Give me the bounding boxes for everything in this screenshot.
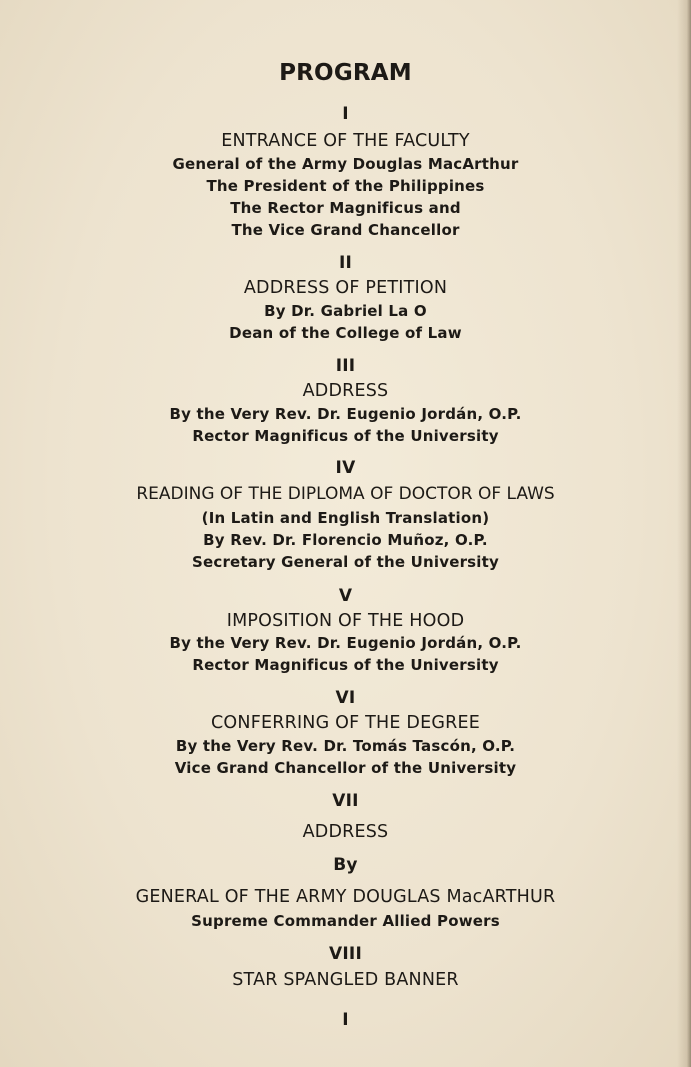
section-line: By the Very Rev. Dr. Eugenio Jordán, O.P. — [169, 405, 522, 423]
section-heading: CONFERRING OF THE DEGREE — [211, 713, 480, 733]
section-line: The Vice Grand Chancellor — [231, 221, 460, 239]
section-heading: ENTRANCE OF THE FACULTY — [221, 131, 470, 151]
section-line: By Rev. Dr. Florencio Muñoz, O.P. — [203, 531, 488, 549]
section-heading: ADDRESS — [302, 381, 389, 401]
section-line: Rector Magnificus of the University — [192, 427, 499, 445]
section-numeral: I — [342, 104, 349, 124]
section-line: The Rector Magnificus and — [230, 199, 461, 217]
section-line: (In Latin and English Translation) — [201, 509, 490, 527]
section-numeral: IV — [335, 458, 356, 478]
section-numeral: II — [338, 253, 353, 273]
section-line: Vice Grand Chancellor of the University — [174, 759, 517, 777]
section-line: Rector Magnificus of the University — [192, 656, 499, 674]
section-heading: READING OF THE DIPLOMA OF DOCTOR OF LAWS — [136, 484, 555, 504]
section-numeral: V — [338, 586, 353, 606]
section-heading: IMPOSITION OF THE HOOD — [226, 611, 465, 631]
section-line: General of the Army Douglas MacArthur — [172, 155, 519, 173]
section-heading: ADDRESS OF PETITION — [243, 278, 448, 298]
section-line: Supreme Commander Allied Powers — [191, 912, 500, 930]
page-number: I — [342, 1010, 349, 1030]
section-by: By — [333, 855, 358, 875]
page-title: PROGRAM — [279, 60, 412, 86]
section-line: Secretary General of the University — [191, 553, 499, 571]
section-numeral: III — [335, 356, 356, 376]
section-numeral: VII — [332, 791, 359, 811]
section-line: The President of the Philippines — [206, 177, 485, 195]
section-heading: ADDRESS — [302, 822, 389, 842]
section-line: By the Very Rev. Dr. Tomás Tascón, O.P. — [175, 737, 516, 755]
section-heading: STAR SPANGLED BANNER — [232, 970, 459, 990]
section-line: Dean of the College of Law — [229, 324, 462, 342]
section-numeral: VI — [335, 688, 356, 708]
section-line: By Dr. Gabriel La O — [264, 302, 427, 320]
section-numeral: VIII — [329, 944, 362, 964]
speaker-name: GENERAL OF THE ARMY DOUGLAS MacARTHUR — [135, 887, 556, 907]
section-line: By the Very Rev. Dr. Eugenio Jordán, O.P. — [169, 634, 522, 652]
